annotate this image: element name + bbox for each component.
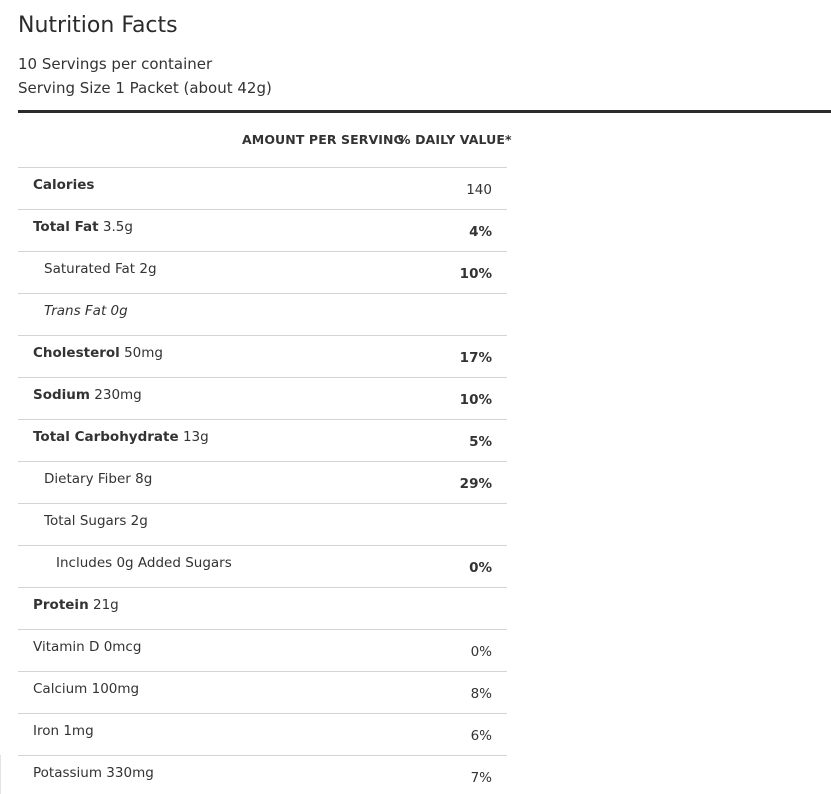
nutrient-label xyxy=(33,344,163,362)
nutrient-row-calcium xyxy=(18,671,507,713)
nutrient-name: Includes 0g Added Sugars xyxy=(56,555,232,571)
nutrient-value: 0% xyxy=(470,644,492,660)
nutrient-row-dietary-fiber xyxy=(18,461,507,503)
nutrient-value: 10% xyxy=(459,392,492,408)
nutrient-name: Calcium 100mg xyxy=(33,681,140,697)
nutrient-table xyxy=(18,167,507,794)
nutrient-row-total-fat xyxy=(18,209,507,251)
nutrient-value: 0% xyxy=(469,560,492,576)
nutrient-label xyxy=(44,302,128,320)
nutrient-value: 4% xyxy=(469,224,492,240)
nutrient-name: Total Sugars 2g xyxy=(44,513,148,529)
nutrient-label xyxy=(33,680,139,698)
nutrient-value: 5% xyxy=(469,434,492,450)
daily-value-header: % DAILY VALUE* xyxy=(398,132,512,147)
nutrient-value: 10% xyxy=(459,266,492,282)
nutrient-row-total-carbohydrate xyxy=(18,419,507,461)
nutrient-name: Protein xyxy=(33,597,89,613)
servings-per-container: 10 Servings per container xyxy=(18,55,213,73)
nutrient-label xyxy=(33,596,119,614)
nutrient-amount: 13g xyxy=(178,429,209,445)
nutrient-row-trans-fat xyxy=(18,293,507,335)
amount-per-serving-header: AMOUNT PER SERVING xyxy=(242,132,404,147)
nutrition-title: Nutrition Facts xyxy=(18,13,178,38)
nutrient-label xyxy=(33,218,133,236)
nutrient-value: 7% xyxy=(470,770,492,786)
panel-edge-divider xyxy=(0,755,1,794)
nutrient-name: Potassium 330mg xyxy=(33,765,154,781)
nutrient-row-sodium xyxy=(18,377,507,419)
nutrient-row-calories xyxy=(18,167,507,209)
nutrient-name: Vitamin D 0mcg xyxy=(33,639,142,655)
nutrient-label xyxy=(33,176,94,194)
nutrient-amount: 50mg xyxy=(119,345,163,361)
nutrient-name: Iron 1mg xyxy=(33,723,94,739)
nutrient-row-cholesterol xyxy=(18,335,507,377)
nutrient-label xyxy=(33,722,94,740)
nutrient-value: 29% xyxy=(459,476,492,492)
nutrient-row-potassium xyxy=(18,755,507,794)
nutrient-name: Dietary Fiber 8g xyxy=(44,471,153,487)
nutrient-name: Cholesterol xyxy=(33,345,120,361)
nutrient-row-iron xyxy=(18,713,507,755)
nutrient-name: Sodium xyxy=(33,387,90,403)
serving-size: Serving Size 1 Packet (about 42g) xyxy=(18,79,272,97)
nutrient-label xyxy=(44,512,148,530)
nutrient-row-total-sugars xyxy=(18,503,507,545)
nutrient-label xyxy=(44,470,152,488)
nutrient-value: 8% xyxy=(470,686,492,702)
nutrient-label xyxy=(33,764,154,782)
nutrient-value: 6% xyxy=(470,728,492,744)
nutrient-name: Trans Fat 0g xyxy=(44,303,128,319)
nutrient-amount: 21g xyxy=(88,597,119,613)
nutrient-label xyxy=(33,386,142,404)
header-divider xyxy=(18,110,831,113)
nutrient-label xyxy=(56,554,232,572)
nutrient-name: Total Carbohydrate xyxy=(33,429,179,445)
nutrient-row-added-sugars xyxy=(18,545,507,587)
nutrient-name: Calories xyxy=(33,177,95,193)
nutrient-row-vitamin-d xyxy=(18,629,507,671)
nutrient-amount: 230mg xyxy=(89,387,142,403)
nutrient-label xyxy=(44,260,157,278)
nutrient-name: Total Fat xyxy=(33,219,99,235)
nutrient-label xyxy=(33,638,141,656)
nutrient-name: Saturated Fat 2g xyxy=(44,261,157,277)
nutrient-amount: 3.5g xyxy=(98,219,133,235)
nutrient-value: 140 xyxy=(466,182,492,198)
nutrient-value: 17% xyxy=(459,350,492,366)
nutrient-row-protein xyxy=(18,587,507,629)
nutrient-row-saturated-fat xyxy=(18,251,507,293)
nutrient-label xyxy=(33,428,209,446)
